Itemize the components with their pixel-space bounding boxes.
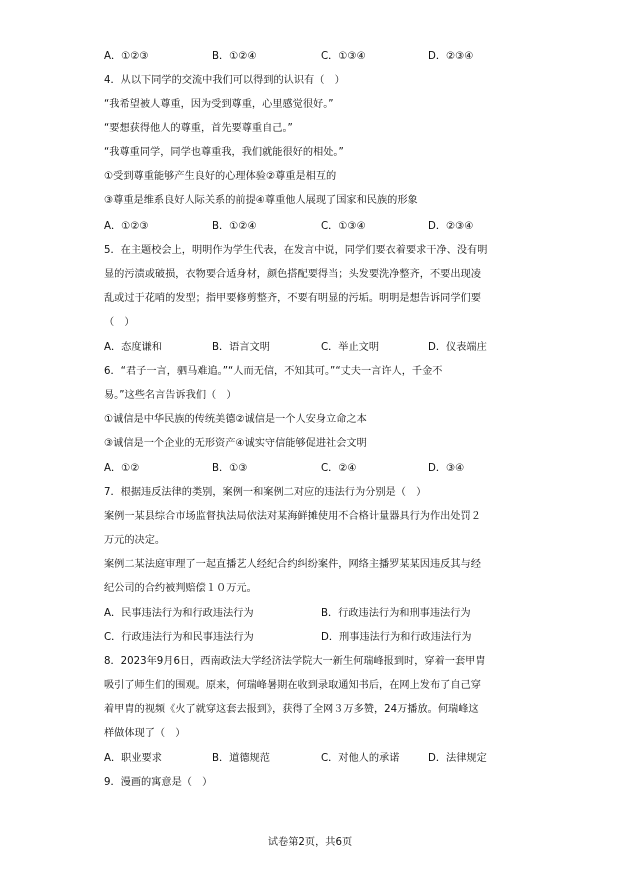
q7-stem: 7．根据违反法律的类别，案例一和案例二对应的违法行为分别是（ ） xyxy=(104,487,427,498)
q5-line-1: 5．在主题校会上，明明作为学生代表，在发言中说，同学们要衣着要求干净、没有明 xyxy=(104,245,488,256)
q8-line-3: 着甲胄的视频《火了就穿这套去报到》，获得了全网３万多赞，24万播放。何瑞峰这 xyxy=(104,704,479,715)
q5-option-a[interactable]: A．态度谦和 xyxy=(104,342,162,353)
q6-option-d[interactable]: D．③④ xyxy=(428,463,465,474)
q5-option-d[interactable]: D．仪表端庄 xyxy=(428,342,487,353)
q7-case-2-line-1: 案例二某法庭审理了一起直播艺人经纪合约纠纷案件，网络主播罗某某因违反其与经 xyxy=(104,559,481,570)
q7-option-b[interactable]: B．行政违法行为和刑事违法行为 xyxy=(321,608,471,619)
q7-case-1-line-1: 案例一某县综合市场监督执法局依法对某海鲜摊使用不合格计量器具行为作出处罚２ xyxy=(104,511,481,522)
q7-option-c[interactable]: C．行政违法行为和民事违法行为 xyxy=(104,632,254,643)
q4-statement-1: ①受到尊重能够产生良好的心理体验②尊重是相互的 xyxy=(104,171,337,182)
q3-option-d[interactable]: D．②③④ xyxy=(428,51,474,62)
q7-case-2-line-2: 纪公司的合约被判赔偿１０万元。 xyxy=(104,583,257,594)
q6-line-2: 易。”这些名言告诉我们（ ） xyxy=(104,390,237,401)
q8-line-2: 吸引了师生们的围观。原来，何瑞峰暑期在收到录取通知书后，在网上发布了自己穿 xyxy=(104,680,481,691)
q6-option-c[interactable]: C．②④ xyxy=(321,463,357,474)
q4-quote-2: “要想获得他人的尊重，首先要尊重自己。” xyxy=(104,123,293,134)
q6-option-a[interactable]: A．①② xyxy=(104,463,140,474)
q4-statement-2: ③尊重是维系良好人际关系的前提④尊重他人展现了国家和民族的形象 xyxy=(104,195,418,206)
page-footer: 试卷第2页，共6页 xyxy=(267,837,353,848)
q3-option-c[interactable]: C．①③④ xyxy=(321,51,366,62)
q8-option-c[interactable]: C．对他人的承诺 xyxy=(321,753,400,764)
q5-line-4: （ ） xyxy=(104,317,135,328)
q5-option-c[interactable]: C．举止文明 xyxy=(321,342,380,353)
q4-option-d[interactable]: D．②③④ xyxy=(428,221,474,232)
q4-option-b[interactable]: B．①②④ xyxy=(212,221,257,232)
q5-option-b[interactable]: B．语言文明 xyxy=(212,342,270,353)
q8-option-a[interactable]: A．职业要求 xyxy=(104,753,162,764)
q8-line-1: 8．2023年9月6日，西南政法大学经济法学院大一新生何瑞峰报到时，穿着一套甲胄 xyxy=(104,656,486,667)
q7-option-d[interactable]: D．刑事违法行为和行政违法行为 xyxy=(321,632,472,643)
q7-case-1-line-2: 万元的决定。 xyxy=(104,535,166,546)
q4-option-a[interactable]: A．①②③ xyxy=(104,221,149,232)
q6-statement-1: ①诚信是中华民族的传统美德②诚信是一个人安身立命之本 xyxy=(104,414,367,425)
q7-option-a[interactable]: A．民事违法行为和行政违法行为 xyxy=(104,608,254,619)
q4-quote-1: “我希望被人尊重，因为受到尊重，心里感觉很好。” xyxy=(104,99,334,110)
q4-quote-3: “我尊重同学，同学也尊重我，我们就能很好的相处。” xyxy=(104,147,344,158)
q4-option-c[interactable]: C．①③④ xyxy=(321,221,366,232)
q6-line-1: 6．“君子一言，驷马难追。”“人而无信，不知其可。”“丈夫一言许人，千金不 xyxy=(104,366,443,377)
q8-line-4: 样做体现了（ ） xyxy=(104,728,186,739)
q8-option-b[interactable]: B．道德规范 xyxy=(212,753,270,764)
q5-line-3: 乱或过于花哨的发型；指甲要修剪整齐，不要有明显的污垢。明明是想告诉同学们要 xyxy=(104,293,481,304)
q3-option-a[interactable]: A．①②③ xyxy=(104,51,149,62)
q8-option-d[interactable]: D．法律规定 xyxy=(428,753,487,764)
q9-stem: 9．漫画的寓意是（ ） xyxy=(104,777,213,788)
q5-line-2: 显的污渍或破损，衣物要合适身材，颜色搭配要得当；头发要洗净整齐，不要出现凌 xyxy=(104,269,481,280)
q3-option-b[interactable]: B．①②④ xyxy=(212,51,257,62)
q4-stem: 4．从以下同学的交流中我们可以得到的认识有（ ） xyxy=(104,75,345,86)
q6-option-b[interactable]: B．①③ xyxy=(212,463,248,474)
q6-statement-2: ③诚信是一个企业的无形资产④诚实守信能够促进社会文明 xyxy=(104,438,367,449)
